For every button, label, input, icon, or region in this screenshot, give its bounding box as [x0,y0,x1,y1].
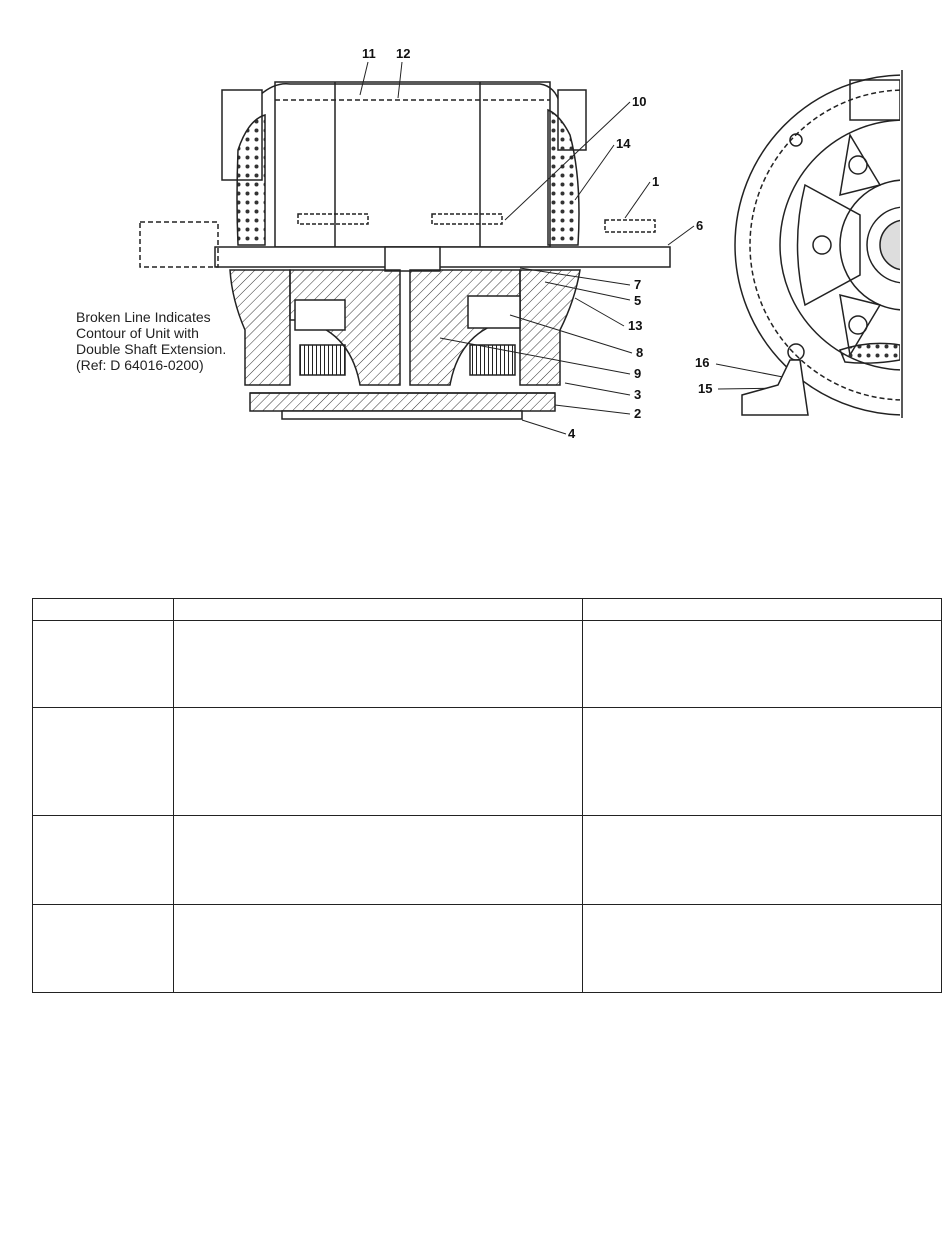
table-header-cell [174,599,583,621]
callout-2: 2 [634,406,642,421]
callout-5: 5 [634,293,642,308]
table-row [33,708,942,816]
table-cell [583,905,942,993]
callout-15: 15 [698,381,713,396]
callout-11: 11 [362,46,376,61]
callout-3: 3 [634,387,642,402]
callout-1: 1 [652,174,660,189]
table-cell [583,621,942,708]
table-cell [33,621,174,708]
caption-line-2: Contour of Unit with [76,325,199,341]
callout-6: 6 [696,218,704,233]
table-row [33,816,942,905]
table-cell [33,708,174,816]
parts-table [32,598,942,993]
caption-line-3: Double Shaft Extension. [76,341,227,357]
table-cell [174,816,583,905]
table-cell [174,708,583,816]
table-row [33,621,942,708]
motor-cross-section-figure [0,0,950,440]
callout-16: 16 [695,355,710,370]
callout-10: 10 [632,94,647,109]
table-cell [583,708,942,816]
table-cell [174,621,583,708]
callout-8: 8 [636,345,644,360]
caption-line-1: Broken Line Indicates [76,309,211,325]
side-view [140,82,670,419]
callout-14: 14 [616,136,631,151]
table-cell [583,816,942,905]
table-header-cell [33,599,174,621]
table-cell [174,905,583,993]
table-cell [33,816,174,905]
table-row [33,905,942,993]
figure-caption [76,309,230,373]
table-cell [33,905,174,993]
end-view [735,70,950,418]
callout-12: 12 [396,46,411,61]
callout-4: 4 [568,426,576,440]
table-header-cell [583,599,942,621]
table-header-row [33,599,942,621]
callout-9: 9 [634,366,642,381]
callout-13: 13 [628,318,643,333]
callout-7: 7 [634,277,642,292]
caption-line-4: (Ref: D 64016-0200) [76,357,204,373]
